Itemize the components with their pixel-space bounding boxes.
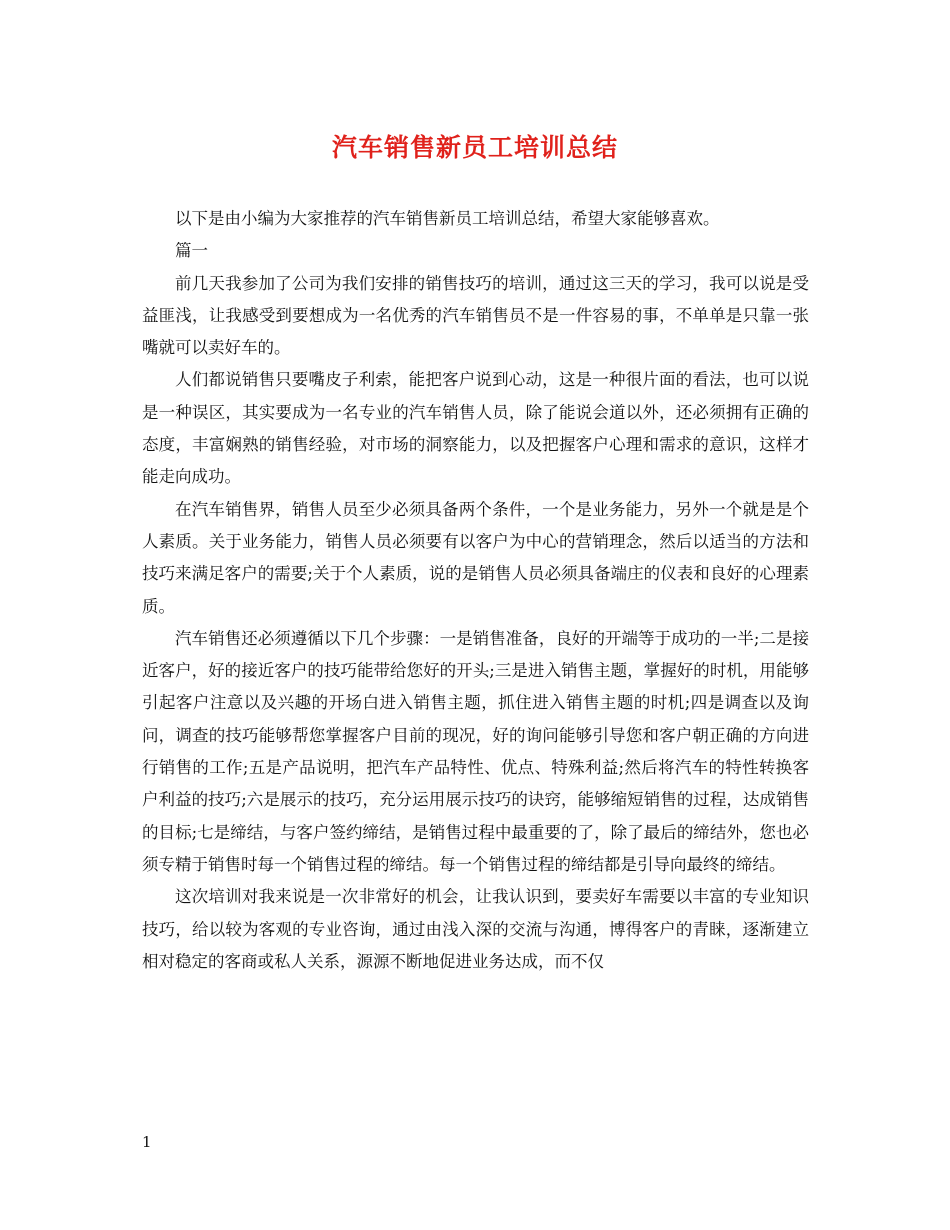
paragraph: 这次培训对我来说是一次非常好的机会，让我认识到，要卖好车需要以丰富的专业知识技巧，给以较为客观的专业咨询，通过由浅入深的交流与沟通，博得客户的青睐，逐渐建立相对稳定的客商或私人关系，源源不断地促进业务达成，而不仅 [142, 887, 809, 971]
section-heading: 篇一 [175, 241, 208, 261]
document-title: 汽车销售新员工培训总结 [331, 133, 618, 162]
paragraph: 汽车销售还必须遵循以下几个步骤：一是销售准备，良好的开端等于成功的一半;二是接近客户，好的接近客户的技巧能带给您好的开头;三是进入销售主题，掌握好的时机，用能够引起客户注意以及兴趣的开场白进入销售主题，抓住进入销售主题的时机;四是调查以及询问，调查的技巧能够帮您掌握客户目前的现况，好的询问能够引导您和客户朝正确的方向进行销售的工作;五是产品说明，把汽车产品特性、优点、特殊利益;然后将汽车的特性转换客户利益的技巧;六是展示的技巧，充分运用展示技巧的诀窍，能够缩短销售的过程，达成销售的目标;七是缔结，与客户签约缔结，是销售过程中最重要的了，除了最后的缔结外，您也必须专精于销售时每一个销售过程的缔结。每一个销售过程的缔结都是引导向最终的缔结。 [142, 628, 809, 874]
paragraph: 在汽车销售界，销售人员至少必须具备两个条件，一个是业务能力，另外一个就是是个人素质。关于业务能力，销售人员必须要有以客户为中心的营销理念，然后以适当的方法和技巧来满足客户的需要;关于个人素质，说的是销售人员必须具备端庄的仪表和良好的心理素质。 [142, 499, 809, 616]
paragraph: 人们都说销售只要嘴皮子利索，能把客户说到心动，这是一种很片面的看法，也可以说是一种误区，其实要成为一名专业的汽车销售人员，除了能说会道以外，还必须拥有正确的态度，丰富娴熟的销售经验，对市场的洞察能力，以及把握客户心理和需求的意识，这样才能走向成功。 [142, 370, 809, 487]
paragraph-intro: 以下是由小编为大家推荐的汽车销售新员工培训总结，希望大家能够喜欢。 [175, 209, 720, 228]
document-body [142, 203, 809, 978]
paragraph: 前几天我参加了公司为我们安排的销售技巧的培训，通过这三天的学习，我可以说是受益匪浅，让我感受到要想成为一名优秀的汽车销售员不是一件容易的事，不单单是只靠一张嘴就可以卖好车的。 [142, 273, 809, 358]
page-number: 1 [142, 1133, 152, 1151]
